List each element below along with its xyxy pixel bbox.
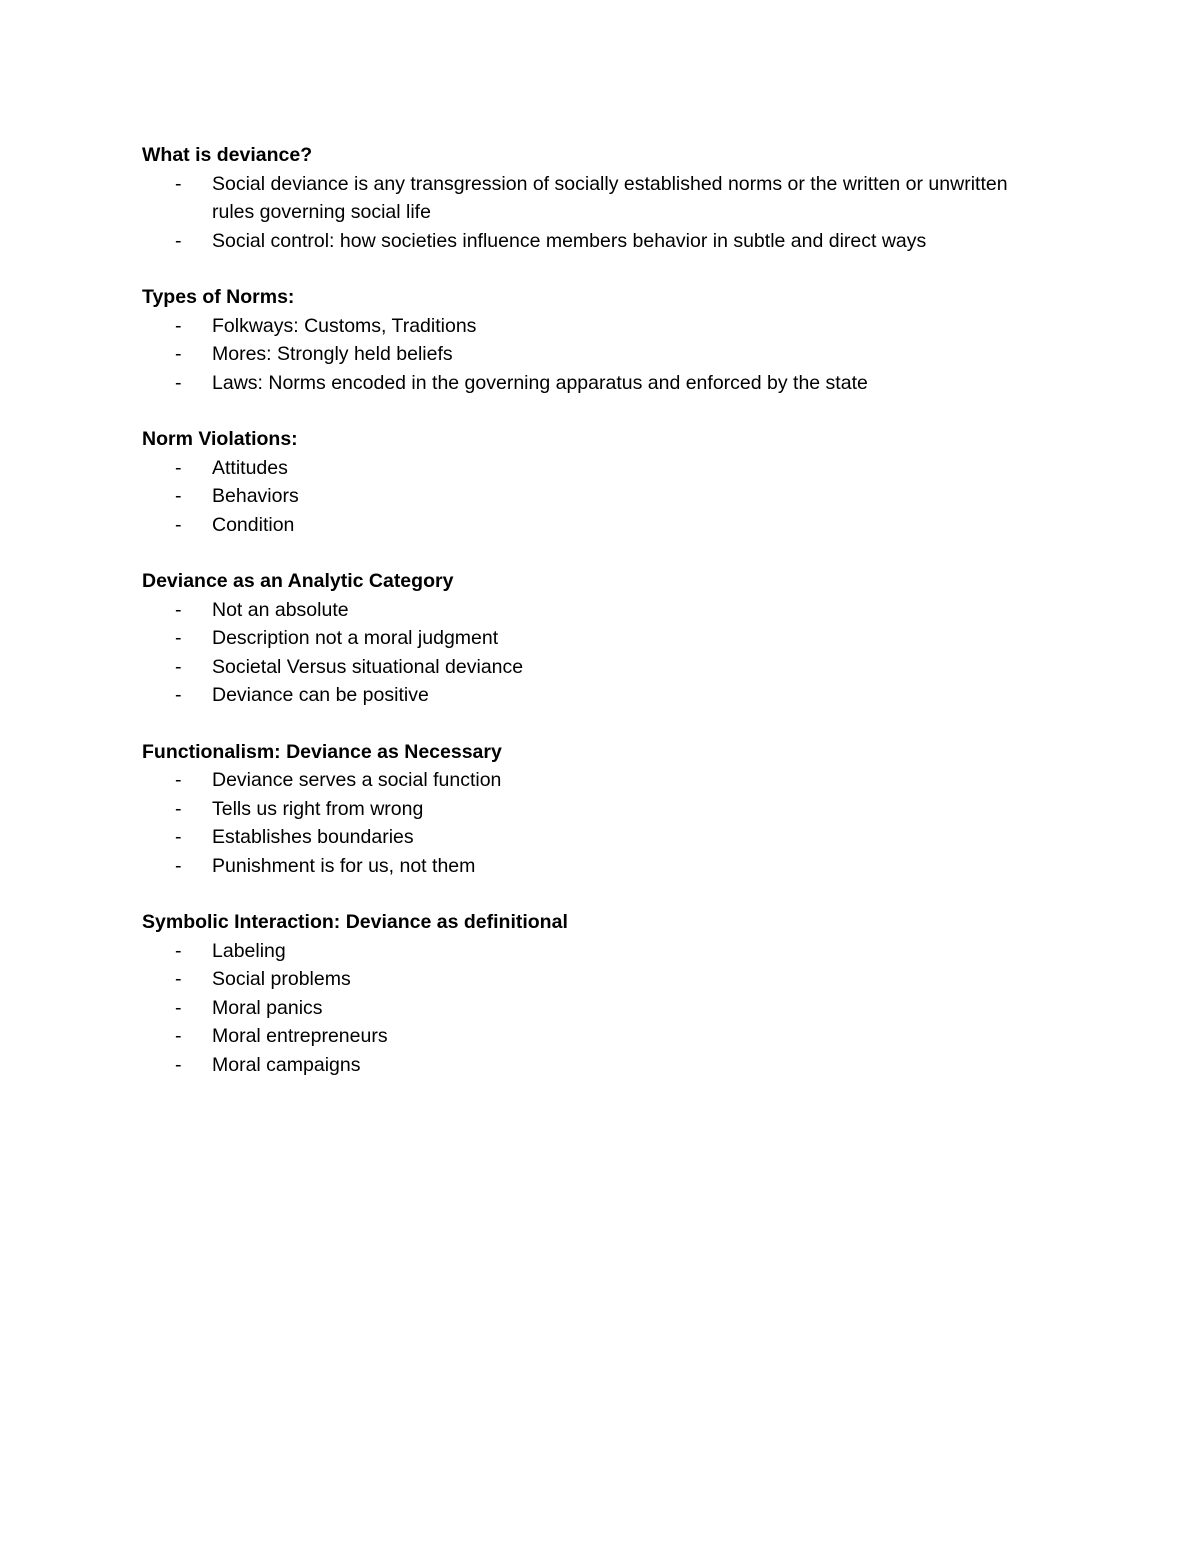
dash-bullet-icon: -: [175, 513, 182, 536]
section-heading: Symbolic Interaction: Deviance as definitional: [142, 911, 568, 933]
list-item: [142, 1022, 1012, 1051]
dash-bullet-icon: -: [175, 684, 182, 706]
bullet-list: [142, 766, 1042, 880]
bullet-list: [142, 312, 1042, 398]
list-item-text: Deviance can be positive: [212, 684, 429, 706]
list-item: [142, 596, 1012, 625]
list-item-text: Social deviance is any transgression of socially established norms or the written or unwritten rules governing social life: [212, 172, 1008, 223]
list-item: [142, 482, 1012, 511]
list-item: [142, 994, 1012, 1023]
dash-bullet-icon: -: [175, 996, 182, 1019]
list-item: [142, 852, 1012, 881]
list-item: [142, 454, 1012, 483]
list-item: [142, 624, 1012, 653]
dash-bullet-icon: -: [175, 627, 182, 649]
list-item: [142, 170, 1012, 227]
list-item-text: Laws: Norms encoded in the governing apparatus and enforced by the state: [212, 371, 868, 394]
dash-bullet-icon: -: [175, 968, 182, 990]
list-item-text: Establishes boundaries: [212, 826, 414, 848]
list-item-text: Social problems: [212, 968, 351, 990]
list-item-text: Not an absolute: [212, 598, 349, 621]
dash-bullet-icon: -: [175, 456, 182, 479]
dash-bullet-icon: -: [175, 1053, 182, 1076]
list-item: [142, 681, 1012, 710]
bullet-list: [142, 937, 1042, 1080]
list-item: [142, 766, 1012, 795]
note-section: [142, 567, 1042, 710]
dash-bullet-icon: -: [175, 371, 182, 394]
dash-bullet-icon: -: [175, 854, 182, 877]
list-item: [142, 795, 1012, 824]
list-item-text: Folkways: Customs, Traditions: [212, 314, 477, 337]
note-section: [142, 908, 1042, 1079]
list-item-text: Behaviors: [212, 485, 299, 507]
dash-bullet-icon: -: [175, 598, 182, 621]
list-item-text: Societal Versus situational deviance: [212, 655, 524, 678]
list-item-text: Social control: how societies influence members behavior in subtle and direct ways: [212, 229, 927, 252]
section-heading: Types of Norms:: [142, 286, 295, 308]
note-section: [142, 425, 1042, 539]
section-heading: Functionalism: Deviance as Necessary: [142, 740, 502, 763]
section-heading: Deviance as an Analytic Category: [142, 570, 454, 592]
list-item-text: Moral campaigns: [212, 1053, 361, 1076]
list-item-text: Condition: [212, 513, 295, 536]
note-section: [142, 738, 1042, 881]
bullet-list: [142, 170, 1042, 256]
note-section: [142, 141, 1042, 255]
list-item-text: Tells us right from wrong: [212, 797, 424, 820]
list-item: [142, 965, 1012, 994]
section-heading: What is deviance?: [142, 144, 313, 166]
dash-bullet-icon: -: [175, 314, 182, 337]
list-item: [142, 312, 1012, 341]
list-item: [142, 369, 1012, 398]
list-item: [142, 227, 1012, 256]
list-item: [142, 653, 1012, 682]
dash-bullet-icon: -: [175, 485, 182, 507]
list-item: [142, 937, 1012, 966]
list-item-text: Labeling: [212, 939, 286, 962]
section-heading: Norm Violations:: [142, 428, 298, 450]
list-item-text: Moral entrepreneurs: [212, 1025, 388, 1047]
dash-bullet-icon: -: [175, 229, 182, 252]
list-item-text: Deviance serves a social function: [212, 769, 502, 791]
list-item-text: Punishment is for us, not them: [212, 854, 476, 877]
list-item: [142, 1051, 1012, 1080]
dash-bullet-icon: -: [175, 769, 182, 791]
dash-bullet-icon: -: [175, 939, 182, 962]
dash-bullet-icon: -: [175, 826, 182, 848]
list-item-text: Moral panics: [212, 996, 323, 1019]
document-page: [142, 141, 1042, 1107]
list-item: [142, 340, 1012, 369]
bullet-list: [142, 596, 1042, 710]
dash-bullet-icon: -: [175, 1025, 182, 1047]
list-item-text: Mores: Strongly held beliefs: [212, 343, 453, 365]
list-item-text: Description not a moral judgment: [212, 627, 499, 649]
dash-bullet-icon: -: [175, 797, 182, 820]
list-item: [142, 823, 1012, 852]
list-item-text: Attitudes: [212, 456, 288, 479]
bullet-list: [142, 454, 1042, 540]
dash-bullet-icon: -: [175, 172, 182, 195]
note-section: [142, 283, 1042, 397]
dash-bullet-icon: -: [175, 655, 182, 678]
list-item: [142, 511, 1012, 540]
dash-bullet-icon: -: [175, 343, 182, 365]
